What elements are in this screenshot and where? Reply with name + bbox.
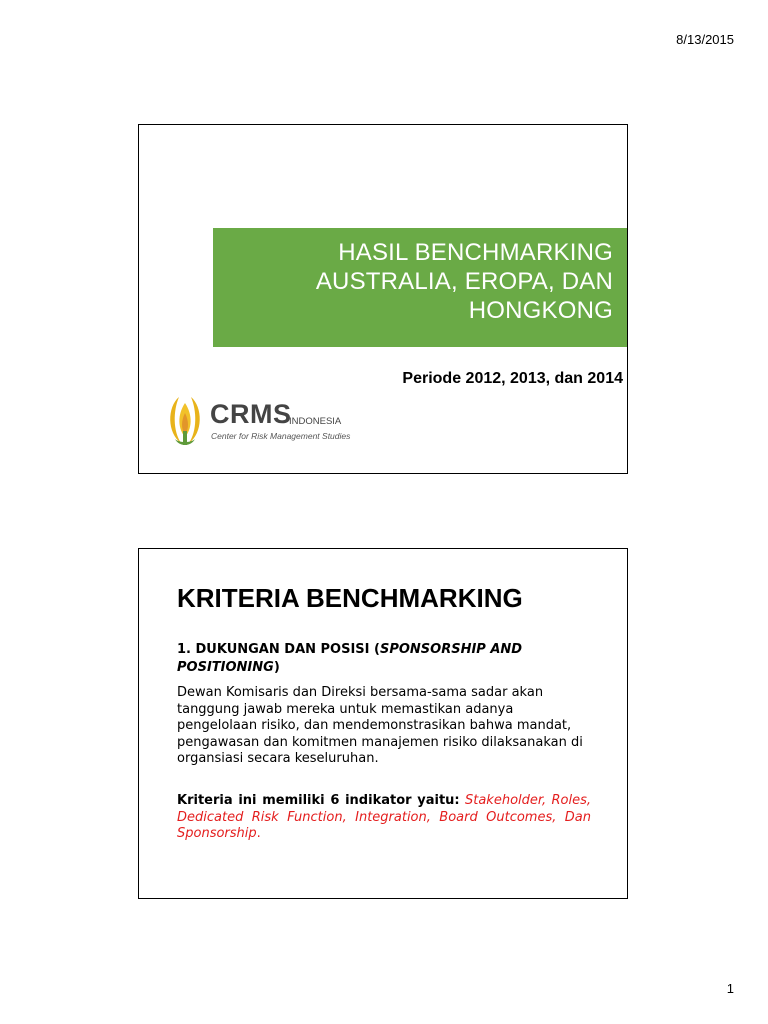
- page-date: 8/13/2015: [676, 32, 734, 47]
- title-line-3: HONGKONG: [468, 297, 613, 324]
- slide-title-text: [233, 238, 613, 325]
- title-line-2: AUSTRALIA, EROPA, DAN: [315, 268, 613, 295]
- criteria-list: Stakeholder, Roles, Dedicated Risk Function, Integration, Board Outcomes, Dan Sponsorship: [177, 793, 591, 841]
- criteria-paragraph: [177, 793, 591, 843]
- title-band: [213, 228, 627, 347]
- criteria-intro: Kriteria ini memiliki 6 indikator yaitu:: [177, 793, 460, 808]
- crms-logo-icon: [165, 393, 205, 449]
- crms-logo: [165, 393, 355, 449]
- section-heading-suffix: ): [273, 660, 280, 675]
- section-heading-prefix: 1. DUKUNGAN DAN POSISI (: [177, 642, 380, 657]
- logo-tagline: Center for Risk Management Studies: [211, 431, 351, 441]
- section-heading: [177, 641, 597, 677]
- slide-criteria: [138, 548, 628, 899]
- slide-heading: KRITERIA BENCHMARKING: [177, 583, 523, 613]
- logo-name: CRMS: [210, 399, 292, 429]
- section-body: Dewan Komisaris dan Direksi bersama-sama sadar akan tanggung jawab mereka untuk memastikan adanya pengelolaan risiko, dan mendemonstrasikan bahwa mandat, pengawasan dan komitmen manajemen risiko dilaksanakan di organsiasi secara keseluruhan.: [177, 685, 583, 766]
- title-line-1: HASIL BENCHMARKING: [338, 239, 613, 266]
- criteria-end: .: [256, 826, 261, 841]
- page-number: 1: [726, 981, 734, 996]
- period-text: Periode 2012, 2013, dan 2014: [402, 370, 623, 387]
- section-heading-italic: SPONSORSHIP AND POSITIONING: [177, 642, 523, 675]
- slide-title: [138, 124, 628, 474]
- logo-suffix: INDONESIA: [289, 416, 342, 427]
